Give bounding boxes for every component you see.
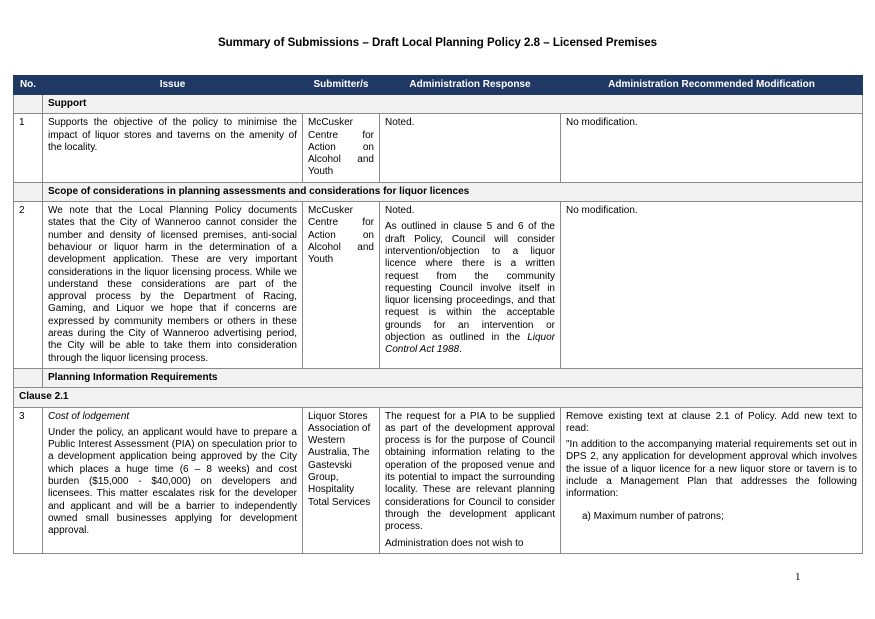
- modification-quote: "In addition to the accompanying material requirements set out in DPS 2, any application for development approval which involves the issue of a liquor licence for a new liquor store or tavern is to include a Management Plan that addresses the following information:: [566, 439, 857, 500]
- section-spacer: [14, 368, 43, 387]
- section-row-scope: [14, 182, 863, 201]
- response-cell: Noted.: [380, 114, 561, 182]
- header-response: Administration Response: [380, 76, 561, 95]
- act-reference: Liquor Control Act 1988: [385, 332, 556, 356]
- submitter-cell: Liquor Stores Association of Western Australia, The Gastevski Group, Hospitality Total Services: [303, 407, 380, 553]
- page-number: 1: [795, 571, 801, 583]
- document-title: Summary of Submissions – Draft Local Planning Policy 2.8 – Licensed Premises: [217, 37, 658, 49]
- section-row-support: [14, 95, 863, 114]
- header-submitter: Submitter/s: [303, 76, 380, 95]
- response-cell: [380, 407, 561, 553]
- section-title-support: Support: [43, 95, 863, 114]
- modification-intro: Remove existing text at clause 2.1 of Policy. Add new text to read:: [566, 410, 857, 434]
- header-no: No.: [14, 76, 43, 95]
- response-text: The request for a PIA to be supplied as part of the development approval process is for the purpose of Council obtaining information relating to the operation of the proposed venue and its potential to impact the surrounding locality. These are relevant planning considerations for Council to consider through the development applicant process.: [385, 410, 555, 533]
- issue-cell: [43, 407, 303, 553]
- issue-heading: Cost of lodgement: [48, 410, 130, 422]
- response-text-continued: Administration does not wish to: [385, 537, 524, 549]
- issue-cell: Supports the objective of the policy to minimise the impact of liquor stores and taverns on the amenity of the locality.: [43, 114, 303, 182]
- row-number: 1: [14, 114, 43, 182]
- section-title-clause: Clause 2.1: [14, 388, 863, 407]
- table-row: [14, 114, 863, 182]
- modification-cell: No modification.: [561, 202, 863, 369]
- section-row-clause: [14, 388, 863, 407]
- table-row: [14, 407, 863, 553]
- row-number: 3: [14, 407, 43, 553]
- table-row: [14, 202, 863, 369]
- issue-text: Under the policy, an applicant would have to prepare a Public Interest Assessment (PIA) on speculation prior to a development application being approved by the City which places a huge time (6 – 8 weeks) and cost burden ($15,000 - $40,000) on developers and licensees. This matter escalates risk for the developer and applicant and will be a barrier to independently owned small businesses applying for development approval.: [48, 426, 297, 537]
- section-title-scope: Scope of considerations in planning assessments and considerations for liquor licences: [43, 182, 863, 201]
- modification-list-item: a) Maximum number of patrons;: [582, 510, 724, 522]
- submitter-cell: McCusker Centre for Action on Alcohol and Youth: [303, 114, 380, 182]
- submissions-table: [13, 75, 863, 554]
- section-spacer: [14, 182, 43, 201]
- modification-cell: No modification.: [561, 114, 863, 182]
- response-detail: As outlined in clause 5 and 6 of the draft Policy, Council will consider intervention/objection to a liquor licence where there is a written request from the community requesting Council involve itself in liquor licensing proceedings, and that request is within the acceptable grounds for an intervention or objection as outlined in the Liquor Control Act 1988.: [385, 221, 556, 356]
- response-noted: Noted.: [385, 205, 415, 217]
- header-modification: Administration Recommended Modification: [561, 76, 863, 95]
- table-header-row: [14, 76, 863, 95]
- section-row-pir: [14, 368, 863, 387]
- section-title-pir: Planning Information Requirements: [43, 368, 863, 387]
- response-cell: [380, 202, 561, 369]
- row-number: 2: [14, 202, 43, 369]
- modification-cell: [561, 407, 863, 553]
- issue-cell: We note that the Local Planning Policy documents states that the City of Wanneroo cannot consider the number and density of licensed premises, anti-social behaviour or liquor harm in the determination of a development application. These are very important considerations in the liquor licensing process. While we understand these considerations are part of the approval process by the Department of Racing, Gaming, and Liquor we hope that if concerns are expressed by community members or others in these areas during the City of Wanneroo advertising period, the City will be able to take them into consideration through the liquor licensing process.: [43, 202, 303, 369]
- submitter-cell: McCusker Centre for Action on Alcohol and Youth: [303, 202, 380, 369]
- section-spacer: [14, 95, 43, 114]
- header-issue: Issue: [43, 76, 303, 95]
